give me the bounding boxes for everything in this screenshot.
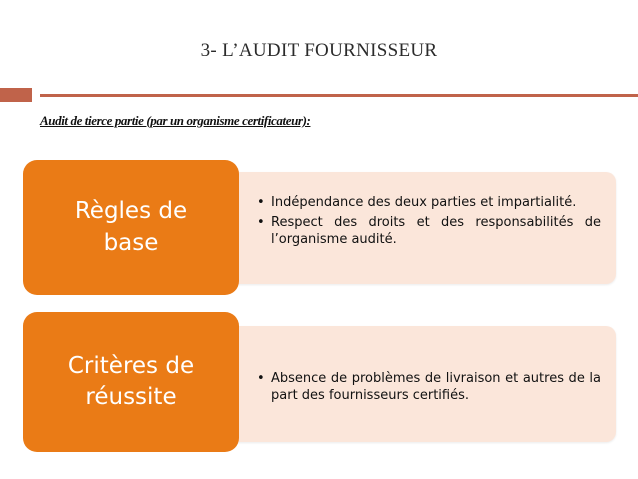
rule-row-criteres: [0, 312, 638, 452]
title-rule-line: [40, 94, 638, 97]
label-box: [23, 160, 239, 295]
rule-row-regles: [0, 160, 638, 295]
bullet-item: • Indépendance des deux parties et impartialité.: [257, 194, 601, 211]
title-rule-marker: [0, 88, 32, 102]
label-box: [23, 312, 239, 452]
label-text: Règles de base: [74, 198, 188, 256]
bullet-list: [257, 370, 601, 407]
label-text: Critères de réussite: [67, 352, 195, 410]
bullet-item: • Absence de problèmes de livraison et autres de la part des fournisseurs certifiés.: [257, 370, 601, 404]
slide-title: 3- L’AUDIT FOURNISSEUR: [200, 40, 438, 61]
bullet-list: [257, 194, 601, 251]
bullet-item: • Respect des droits et des responsabilités de l’organisme audité.: [257, 214, 601, 248]
section-subtitle: Audit de tierce partie (par un organisme certificateur):: [40, 113, 311, 128]
